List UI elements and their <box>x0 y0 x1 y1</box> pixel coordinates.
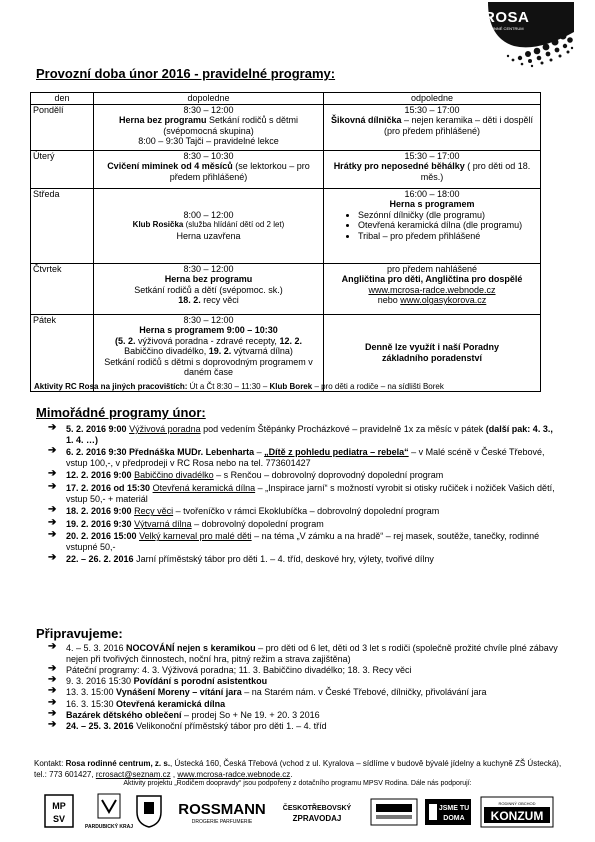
upcoming-heading: Připravujeme: <box>36 626 123 641</box>
web-link[interactable]: www.mcrosa-radce.webnode.cz <box>177 770 291 779</box>
program-title: Herna s programem 9:00 – 10:30 <box>139 325 278 335</box>
list-item: ➔ 24. – 25. 3. 2016 Velikonoční příměstský tábor pro děti 1. – 4. tříd <box>48 718 327 731</box>
svg-text:KONZUM: KONZUM <box>490 809 544 823</box>
other-locations-note: Aktivity RC Rosa na jiných pracovištích: Út a Čt 8:30 – 11:30 – Klub Borek – pro děti a rodiče – na sídlišti Borek <box>34 382 444 391</box>
list-item: ➔ 16. 3. 15:30 Otevřená keramická dílna <box>48 696 226 709</box>
time: 8:30 – 10:30 <box>183 150 234 161</box>
program-text: Hrátky pro neposedné běhálky ( pro děti od 18. měs.) <box>333 161 531 182</box>
list-item: ➔ Páteční programy: 4. 3. Výživová poradna; 11. 3. Babiččino divadélko; 18. 3. Recy věci <box>48 662 412 675</box>
morning-cell <box>94 104 324 150</box>
arrow-icon: ➔ <box>48 707 57 719</box>
extra-programs-heading: Mimořádné programy únor: <box>36 405 206 420</box>
day-cell: Čtvrtek <box>31 263 94 314</box>
program-text: (5. 2. výživová poradna - zdravé recepty, 12. 2. Babiččino divadélko, 19. 2. výtvarná dílna) <box>115 335 302 356</box>
email-link[interactable]: rcrosact@seznam.cz <box>95 770 171 779</box>
list-item: ➔ 4. – 5. 3. 2016 NOCOVÁNÍ nejen s keramikou – pro děti od 6 let, děti od 3 let s rodiči (společně prožité chvíle plné zábavy nejen při tvořivých činnostech, noční hra, pitný režim a strava zajištěna) <box>48 641 558 664</box>
list-item: ➔ 13. 3. 15:00 Vynášení Moreny – vítání jara – na Starém nám. v České Třebové, dílničky, přivolávání jara <box>48 685 487 698</box>
arrow-icon: ➔ <box>48 552 57 564</box>
svg-text:ROSSMANN: ROSSMANN <box>178 801 266 818</box>
program-text: Klub Rosička (služba hlídání dětí od 2 let) <box>132 220 285 230</box>
table-row <box>31 263 541 314</box>
support-note: Aktivity projektu „Rodičem doopravdy“ jsou podpořeny z dotačního programu MPSV Rodina. Dále nás podporují: <box>123 780 472 787</box>
header-day: den <box>31 93 94 105</box>
pardubicky-kraj-logo <box>85 792 133 832</box>
svg-text:JSME TU: JSME TU <box>438 805 470 812</box>
afternoon-cell <box>324 314 541 391</box>
time: 16:00 – 18:00 <box>404 188 460 199</box>
arrow-icon: ➔ <box>48 480 57 492</box>
arrow-icon: ➔ <box>48 685 57 697</box>
morning-cell <box>94 314 324 391</box>
list-item: ➔ 6. 2. 2016 9:30 Přednáška MUDr. Lebenharta – „Dítě z pohledu pediatra – rebela“ – v Malé scéně v České Třebové, vstup 100,-, v předprodeji v RC Rosa nebo na tel. 773601427 <box>48 445 545 468</box>
arrow-icon: ➔ <box>48 516 57 528</box>
list-item: • Sezónní dílničky (dle programu) <box>358 210 538 221</box>
list-item: ➔ 12. 2. 2016 9:00 Babiččino divadélko – s Renčou – dobrovolný doprovodný dopolední program <box>48 468 444 481</box>
partner-logo <box>370 798 418 826</box>
arrow-icon: ➔ <box>48 674 57 686</box>
list-item: • Tribal – pro předem přihlášené <box>358 231 538 242</box>
arrow-icon: ➔ <box>48 504 57 516</box>
arrow-icon: ➔ <box>48 641 57 652</box>
program-list <box>326 210 538 242</box>
list-item: • Otevřená keramická dílna (dle programu) <box>358 220 538 231</box>
program-text: pro předem nahlášené <box>386 263 478 274</box>
arrow-icon: ➔ <box>48 468 57 480</box>
program-text: Herna uzavřena <box>176 230 241 241</box>
sponsor-logos <box>36 792 556 832</box>
afternoon-cell <box>324 150 541 188</box>
list-item: ➔ 19. 2. 2016 9:30 Výtvarná dílna – dobrovolný dopolední program <box>48 516 324 529</box>
arrow-icon: ➔ <box>48 718 57 730</box>
mpsv-logo <box>44 794 74 828</box>
table-row <box>31 314 541 391</box>
arrow-icon: ➔ <box>48 662 57 674</box>
program-title: Herna bez programu <box>164 274 253 284</box>
day-cell: Pondělí <box>31 104 94 150</box>
table-row <box>31 188 541 263</box>
program-title: Herna s programem <box>389 199 475 209</box>
program-text: Setkání rodičů s dětmi s doprovodným programem v daném čase <box>104 356 313 377</box>
time: 8:30 – 12:00 <box>183 263 234 274</box>
svg-text:ČESKOTŘEBOVSKÝ: ČESKOTŘEBOVSKÝ <box>282 805 352 812</box>
list-item: ➔ 17. 2. 2016 od 15:30 Otevřená keramická dílna – „Inspirace jarní“ s možností vyrobit si otisky ručiček i nožiček Vašich dětí, vstup 50,- + materiál <box>48 480 555 504</box>
day-cell: Středa <box>31 188 94 263</box>
web-link[interactable]: www.olgasykorova.cz <box>400 295 487 305</box>
program-text: Setkání rodičů a dětí (svépomoc. sk.) <box>134 284 283 295</box>
afternoon-cell <box>324 104 541 150</box>
day-cell: Pátek <box>31 314 94 391</box>
program-text: Angličtina pro děti, Angličtina pro dospělé www.mcrosa-radce.webnode.cz <box>341 274 523 295</box>
extra-programs-list <box>48 424 558 567</box>
morning-cell <box>94 263 324 314</box>
header-afternoon: odpoledne <box>324 93 541 105</box>
table-header-row <box>31 93 541 105</box>
arrow-icon: ➔ <box>48 696 57 708</box>
arrow-icon: ➔ <box>48 445 57 457</box>
arrow-icon: ➔ <box>48 422 57 433</box>
svg-text:DOMA: DOMA <box>443 815 465 822</box>
header-morning: dopoledne <box>94 93 324 105</box>
program-text: nebo www.olgasykorova.cz <box>377 295 487 305</box>
morning-cell <box>94 150 324 188</box>
web-link[interactable]: www.mcrosa-radce.webnode.cz <box>368 284 496 295</box>
table-row <box>31 104 541 150</box>
day-cell: Úterý <box>31 150 94 188</box>
morning-cell <box>94 188 324 263</box>
program-text: Šikovná dílnička – nejen keramika – děti i dospělí (pro předem přihlášené) <box>330 115 534 136</box>
program-text: Cvičení miminek od 4 měsíců (se lektorkou – pro předem přihlášené) <box>107 161 310 182</box>
list-item: ➔ 22. – 26. 2. 2016 Jarní příměstský tábor pro děti 1. – 4. tříd, deskové hry, výlety, tvořivé dílny <box>48 552 434 565</box>
contact-info: Kontakt: Rosa rodinné centrum, z. s., Ústecká 160, Česká Třebová (vchod z ul. Kyralova – sídlíme v budově bývalé jídelny a kuchyně ZŠ Ústecká), tel.: 773 601427, rcrosact@seznam.cz , www.mcrosa-radce.webnode.cz. <box>34 759 562 779</box>
list-item: ➔ Bazárek dětského oblečení – prodej So + Ne 19. + 20. 3 2016 <box>48 707 320 720</box>
program-text: Herna bez programu Setkání rodičů s dětmi (svépomocná skupina) <box>118 115 299 136</box>
brand-name: ROSA <box>484 9 530 26</box>
list-item: ➔ 20. 2. 2016 15:00 Velký karneval pro malé děti – na téma „V zámku a na hradě“ – rej masek, soutěže, tanečky, rodinné vstupné 50,- <box>48 529 540 552</box>
svg-text:MP: MP <box>52 801 66 811</box>
afternoon-cell <box>324 188 541 263</box>
schedule-table <box>30 92 541 392</box>
list-item: ➔ 5. 2. 2016 9:00 Výživová poradna pod vedením Štěpánky Procházkové – pravidelně 1x za měsíc v pátek (další pak: 4. 3., 1. 4. …) <box>48 422 553 445</box>
time: 15:30 – 17:00 <box>404 104 460 115</box>
svg-text:ZPRAVODAJ: ZPRAVODAJ <box>292 814 342 823</box>
time: 8:30 – 12:00 <box>183 314 234 325</box>
program-text: 8:00 – 9:30 Tajči – pravidelné lekce <box>138 136 279 146</box>
town-crest-logo <box>134 794 164 828</box>
brand-subtitle: RODINNÉ CENTRUM <box>484 26 524 31</box>
time: 8:30 – 12:00 <box>183 104 234 115</box>
table-row <box>31 150 541 188</box>
arrow-icon: ➔ <box>48 529 57 541</box>
list-item: ➔ 18. 2. 2016 9:00 Recy věci – tvořeníčko v rámci Ekoklubíčka – dobrovolný dopolední program <box>48 504 440 517</box>
ceskotrebovsky-zpravodaj-logo <box>282 800 352 826</box>
page-title: Provozní doba únor 2016 - pravidelné programy: <box>36 66 336 81</box>
time: 15:30 – 17:00 <box>404 150 460 161</box>
rossmann-logo <box>172 800 272 826</box>
time: 8:00 – 12:00 <box>183 209 234 220</box>
program-text: 18. 2. recy věci <box>178 295 239 305</box>
jsme-tu-doma-logo <box>424 798 472 826</box>
svg-text:DROGERIE PARFUMERIE: DROGERIE PARFUMERIE <box>191 819 253 825</box>
konzum-logo <box>480 796 554 828</box>
svg-text:RODINNÝ OBCHOD: RODINNÝ OBCHOD <box>498 801 536 806</box>
upcoming-list <box>48 643 558 732</box>
program-text: Denně lze využít i naší Poradny základního poradenství <box>364 342 500 363</box>
list-item: ➔ 9. 3. 2016 15:30 Povídání s porodní asistentkou <box>48 674 268 687</box>
afternoon-cell <box>324 263 541 314</box>
svg-text:SV: SV <box>52 814 66 824</box>
svg-text:PARDUBICKÝ KRAJ: PARDUBICKÝ KRAJ <box>85 824 133 830</box>
